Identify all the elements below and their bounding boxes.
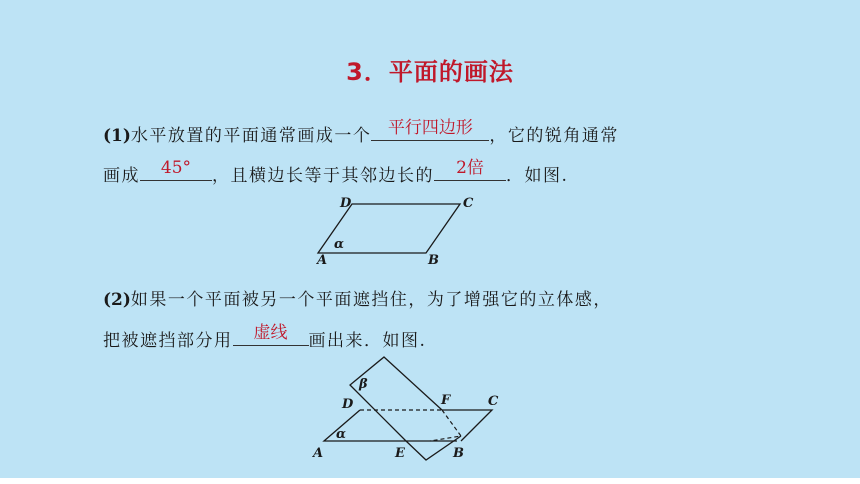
p1-answer-3: 2倍 (456, 158, 484, 178)
p1-text-d: ，且横边长等于其邻边长的 (212, 166, 434, 186)
beta-plane-edge (350, 357, 442, 441)
p1-text-c: 画成 (103, 166, 140, 186)
fig1-label-d: D (340, 196, 352, 211)
fig1-label-a: A (317, 253, 328, 268)
p1-text-b: ，它的锐角通常 (489, 126, 619, 146)
fig2-label-b: B (453, 446, 464, 461)
fig2-label-c: C (488, 394, 499, 409)
p2-text-b: 把被遮挡部分用 (103, 331, 233, 351)
fig2-label-e: E (395, 446, 405, 461)
p2-text-a: 如果一个平面被另一个平面遮挡住，为了增强它的立体感， (130, 290, 612, 310)
p2-answer-1: 虚线 (253, 323, 288, 343)
fig2-label-beta: β (359, 377, 368, 392)
fig2-label-f: F (441, 393, 451, 408)
page-title: 3．平面的画法 (346, 58, 514, 86)
fig1-label-c: C (463, 196, 474, 211)
p1-text-e: ．如图. (506, 166, 569, 186)
fig2-label-a: A (313, 446, 324, 461)
bottom-strip (0, 478, 860, 484)
p1-number: (1) (103, 126, 131, 146)
p1-answer-1: 平行四边形 (387, 118, 473, 138)
fig2-label-alpha: α (336, 427, 347, 442)
alpha-plane-edge-right (442, 410, 492, 441)
p2-number: (2) (103, 290, 131, 310)
p1-text-a: 水平放置的平面通常画成一个 (130, 126, 372, 146)
fig1-label-b: B (428, 253, 439, 268)
p1-answer-2: 45° (160, 158, 192, 178)
hidden-edge-beta (430, 410, 461, 441)
fig2-label-d: D (342, 397, 354, 412)
fig1-label-alpha: α (334, 237, 345, 252)
p2-text-c: 画出来．如图. (308, 331, 427, 351)
